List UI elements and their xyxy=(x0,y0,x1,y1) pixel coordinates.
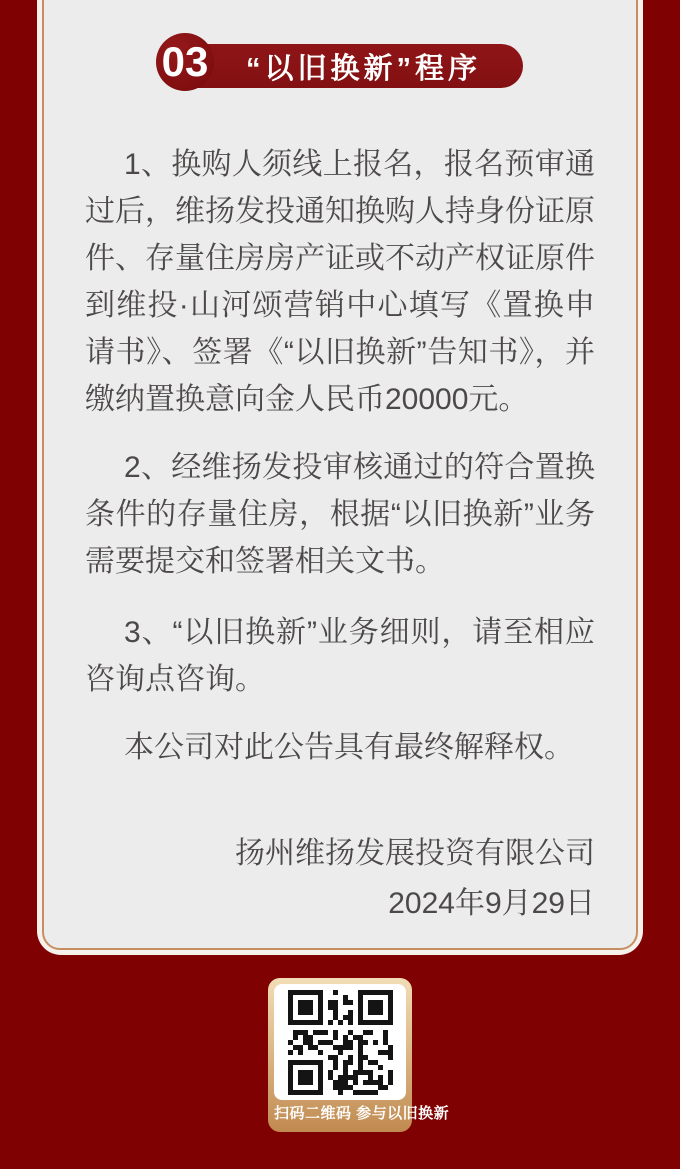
company-name: 扬州维扬发展投资有限公司 xyxy=(235,837,595,870)
paragraph-2: 2、经维扬发投审核通过的符合置换条件的存量住房，根据“以旧换新”业务需要提交和签署相关文书。 xyxy=(85,451,595,578)
announcement-date: 2024年9月29日 xyxy=(388,887,595,920)
qr-panel xyxy=(274,984,406,1100)
section-number: 03 xyxy=(161,38,209,85)
section-number-circle xyxy=(156,33,214,91)
final-interpretation-note: 本公司对此公告具有最终解释权。 xyxy=(124,731,574,764)
announcement-body xyxy=(85,141,595,929)
paragraph-3: 3、“以旧换新”业务细则，请至相应咨询点咨询。 xyxy=(85,616,595,696)
section-title: “以旧换新”程序 xyxy=(245,52,481,85)
signature-block xyxy=(85,829,595,929)
qr-code xyxy=(288,990,393,1095)
section-badge xyxy=(156,33,523,91)
paragraph-1: 1、换购人须线上报名，报名预审通过后，维扬发投通知换购人持身份证原件、存量住房房产证或不动产权证原件到维投·山河颂营销中心填写《置换申请书》、签署《“以旧换新”告知书》，并缴纳置换意向金人民币20000元。 xyxy=(85,148,595,416)
section-title-pill xyxy=(190,44,523,88)
qr-caption: 扫码二维码 参与以旧换新 xyxy=(274,1105,450,1122)
qr-frame xyxy=(268,978,450,1132)
